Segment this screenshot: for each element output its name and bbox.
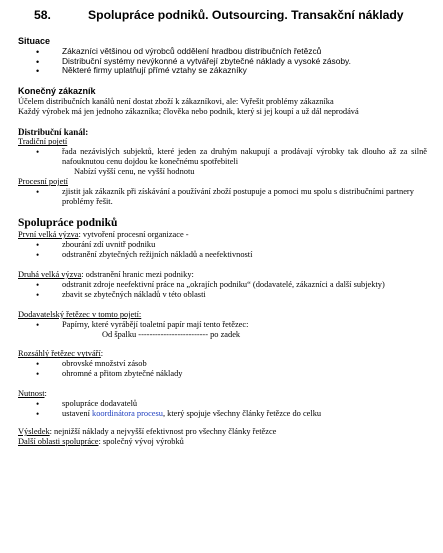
dodavatelsky-list xyxy=(18,320,427,330)
prvni-label: První velká výzva xyxy=(18,230,79,240)
tradicni-list xyxy=(18,147,427,167)
druha-text: : odstranění hranic mezi podniky: xyxy=(81,269,194,279)
tradicni-note: Nabízí vyšší cenu, ne vyšší hodnotu xyxy=(74,167,195,177)
list-item: • spolupráce dodavatelů xyxy=(18,399,427,409)
page-title xyxy=(18,0,427,38)
prvni-text: : vytvoření procesní organizace - xyxy=(78,230,189,240)
list-item: • odstranění zbytečných režijních nákladů a neefektivností xyxy=(18,250,427,260)
vysledek-row xyxy=(18,427,427,437)
prvni-vyzva xyxy=(18,230,427,240)
koordinator-link[interactable]: koordinátora procesu xyxy=(92,408,163,418)
dodavatelsky-chain: Od špalku ------------------------- po zadek xyxy=(102,329,241,339)
vysledek-label: Výsledek xyxy=(18,426,50,436)
rozsahly-list xyxy=(18,359,427,379)
list-item: • odstranit zdroje neefektivní práce na „okrajích podniku“ (dodavatelé, zákazníci a další subjekty) xyxy=(18,280,427,290)
list-item: • ohromné a přitom zbytečné náklady xyxy=(18,369,427,379)
list-item: • Papírny, které vyrábějí toaletní papír mají tento řetězec: xyxy=(18,320,427,330)
list-item: • Zákazníci většinou od výrobců oddělení hradbou distribučních řetězců xyxy=(18,47,427,57)
rozsahly-row xyxy=(18,349,427,359)
situace-list xyxy=(18,47,427,77)
dalsi-text: : společný vývoj výrobků xyxy=(98,436,184,446)
list-item: • zbourání zdí uvnitř podniku xyxy=(18,240,427,250)
nutnost-label: Nutnost xyxy=(18,389,45,399)
prvni-list xyxy=(18,240,427,260)
tradicni-label: Tradiční pojetí xyxy=(18,137,68,147)
nutnost-list xyxy=(18,399,427,419)
list-item xyxy=(18,409,427,419)
nutnost-item2-pre: ustavení xyxy=(62,408,93,418)
list-item: • řada nezávislých subjektů, které jeden za druhým nakupují a prodávají výrobky tak dlouho až za silně nafouknutou cenu dojdou ke konečnému spotřebiteli xyxy=(18,147,427,167)
druha-list xyxy=(18,280,427,300)
dodavatelsky-label: Dodavatelský řetězec v tomto pojetí: xyxy=(18,309,142,319)
procesni-list xyxy=(18,187,427,207)
nutnost-colon: : xyxy=(44,389,47,399)
list-item: • Některé firmy uplatňují přímé vztahy se zákazníky xyxy=(18,66,427,76)
spoluprace-heading: Spolupráce podniků xyxy=(18,216,118,229)
druha-vyzva xyxy=(18,270,427,280)
druha-label: Druhá velká výzva xyxy=(18,269,82,279)
title-text: Spolupráce podniků. Outsourcing. Transakční náklady xyxy=(88,8,404,22)
konecny-line2: Každý výrobek má jen jednoho zákazníka; člověka nebo podnik, který si jej koupí a už dál neprodává xyxy=(18,106,359,116)
kanal-heading: Distribuční kanál: xyxy=(18,126,89,137)
dalsi-row xyxy=(18,437,427,447)
konecny-line1: Účelem distribučních kanálů není dostat zboží k zákazníkovi, ale: Vyřešit problémy zákazníka xyxy=(18,96,334,106)
section-situace xyxy=(18,36,427,76)
section-konecny-zakaznik xyxy=(18,86,427,116)
konecny-heading: Konečný zákazník xyxy=(18,86,96,97)
section-distribucni-kanal xyxy=(18,127,427,207)
nutnost-item2-post: , který spojuje všechny články řetězce do celku xyxy=(162,408,322,418)
rozsahly-colon: : xyxy=(100,349,104,359)
section-spoluprace xyxy=(18,217,427,447)
title-number: 58. xyxy=(34,8,51,22)
list-item: • Distribuční systémy nevýkonné a vytvářejí zbytečné náklady a vysoké zásoby. xyxy=(18,57,427,67)
situace-heading: Situace xyxy=(18,36,51,46)
nutnost-row xyxy=(18,389,427,399)
dalsi-label: Další oblasti spolupráce xyxy=(18,436,99,446)
procesni-label: Procesní pojetí xyxy=(18,176,69,186)
vysledek-text: : nejnižší náklady a nejvyšší efektivnost pro všechny články řetězce xyxy=(49,426,277,436)
list-item: • zjistit jak zákazník při získávání a používání zboží postupuje a pomoci mu spolu s distribučními partnery problémy řešit. xyxy=(18,187,427,207)
rozsahly-label: Rozsáhlý řetězec vytváří xyxy=(18,349,101,359)
list-item: • obrovské množství zásob xyxy=(18,359,427,369)
list-item: • zbavit se zbytečných nákladů v této oblasti xyxy=(18,290,427,300)
